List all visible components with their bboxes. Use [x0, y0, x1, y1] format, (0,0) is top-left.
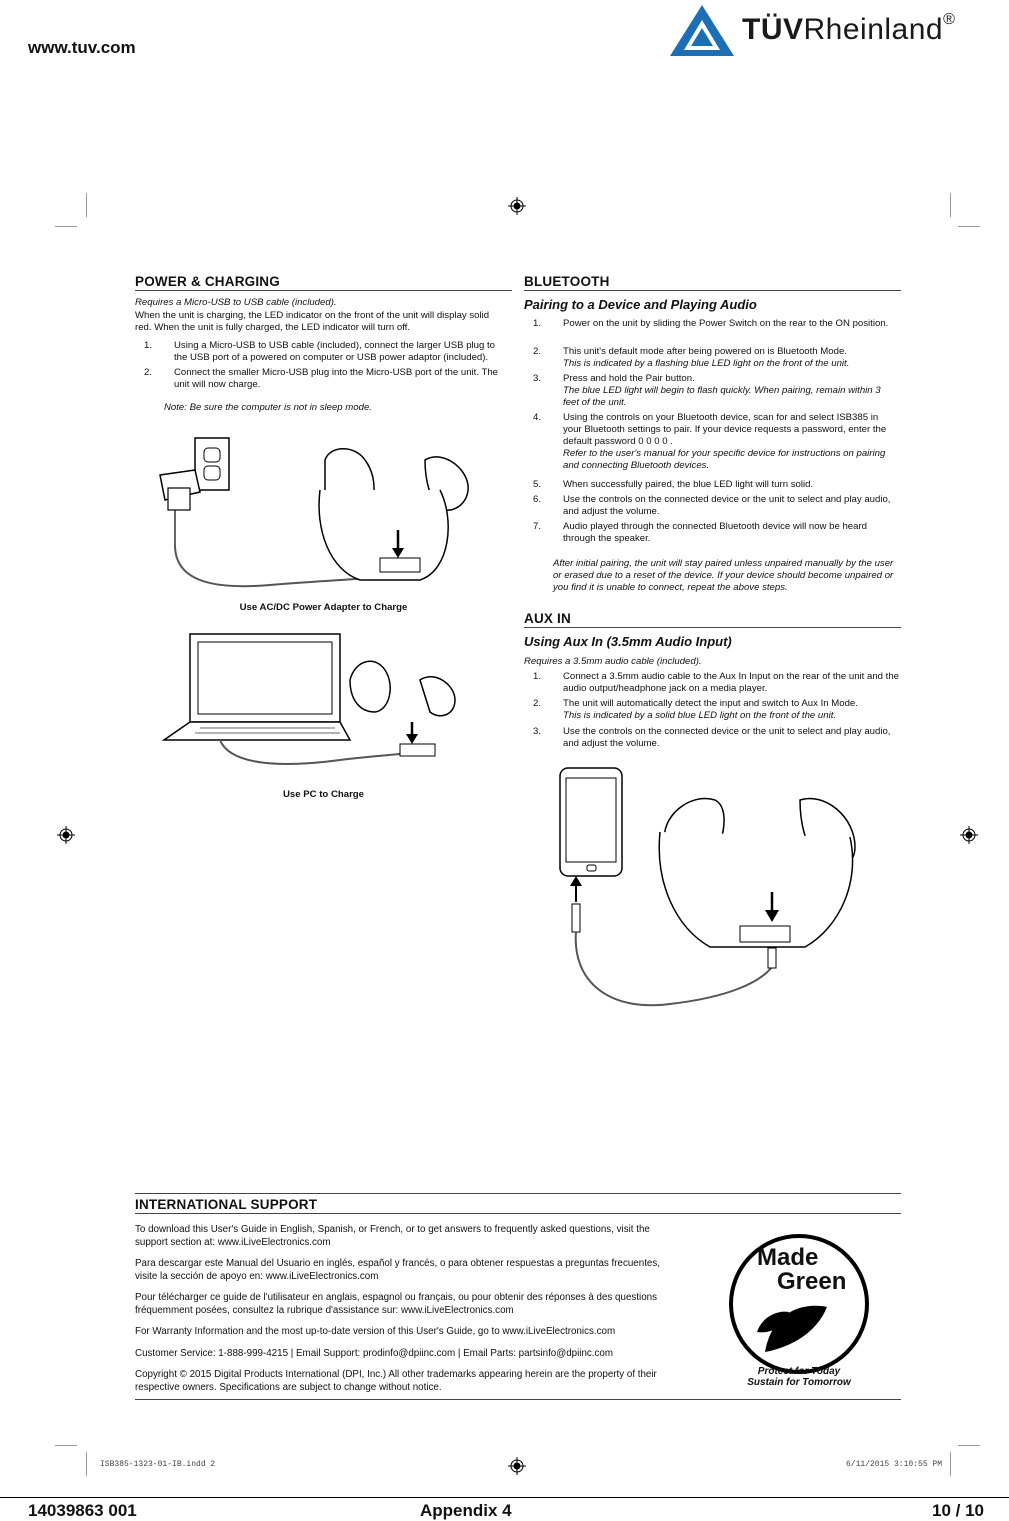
divider	[135, 290, 512, 291]
print-file-name: ISB385-1323-01-IB.indd 2	[100, 1460, 216, 1469]
bluetooth-after-note: After initial pairing, the unit will stay paired unless unpaired manually by the user or erased due to a reset of the device. If your device should become unpaired or you find it is unable to connect, repeat the above steps.	[553, 558, 894, 593]
divider	[135, 1193, 901, 1194]
support-english: To download this User's Guide in English, Spanish, or French, or to get answers to frequently asked questions, visit the support section at: www.iLiveElectronics.com	[135, 1224, 650, 1248]
crop-mark	[950, 193, 951, 217]
header-url: www.tuv.com	[28, 38, 136, 57]
adapter-charge-illustration	[150, 430, 490, 600]
registration-icon	[508, 197, 526, 215]
crop-mark	[86, 1452, 87, 1476]
list-item: 2. The unit will automatically detect the input and switch to Aux In Mode. This is indicated by a solid blue LED light on the front of the unit.	[533, 698, 858, 721]
caption-adapter: Use AC/DC Power Adapter to Charge	[239, 602, 408, 613]
list-item: 5. When successfully paired, the blue LED light will turn solid.	[533, 479, 814, 490]
registration-icon	[57, 826, 75, 844]
crop-mark	[958, 1445, 980, 1446]
list-item: 1. Power on the unit by sliding the Power Switch on the rear to the ON position.	[533, 318, 889, 329]
power-section-title: POWER & CHARGING	[135, 274, 280, 289]
list-item: 2. Connect the smaller Micro-USB plug into the Micro-USB port of the unit. The unit will now charge.	[144, 367, 499, 390]
power-requires: Requires a Micro-USB to USB cable (included).	[135, 297, 337, 308]
list-item: 3. Press and hold the Pair button. The blue LED light will begin to flash quickly. When pairing, remain within 3 feet of the unit.	[533, 373, 881, 408]
tuv-triangle-icon	[668, 2, 736, 58]
support-copyright: Copyright © 2015 Digital Products International (DPI, Inc.) All other trademarks appearing herein are the property of their respective owners. Specifications are subject to change without notice.	[135, 1369, 657, 1393]
divider	[135, 1399, 901, 1400]
aux-section-title: AUX IN	[524, 611, 571, 626]
support-warranty: For Warranty Information and the most up-to-date version of this User's Guide, go to www.iLiveElectronics.com	[135, 1326, 616, 1337]
tuv-logo-text: TÜVRheinland®	[742, 11, 956, 46]
crop-mark	[86, 193, 87, 217]
crop-mark	[958, 226, 980, 227]
badge-tagline: Protect for Today Sustain for Tomorrow	[747, 1366, 851, 1388]
aux-requires: Requires a 3.5mm audio cable (included).	[524, 656, 702, 667]
crop-mark	[55, 226, 77, 227]
made-green-badge	[727, 1232, 871, 1376]
list-item: 4. Using the controls on your Bluetooth device, scan for and select ISB385 in your Bluetooth settings to pair. If your device requests a password, enter the default password 0 0 0 0 . Refer to the user's manual for your specific device for instructions on pairing and connecting Bluetooth devices.	[533, 412, 887, 471]
list-item: 6. Use the controls on the connected device or the unit to select and play audio, and adjust the volume.	[533, 494, 891, 517]
aux-in-illustration	[550, 762, 880, 1012]
footer-page-number: 10 / 10	[932, 1501, 984, 1520]
badge-green: Green	[777, 1268, 847, 1295]
footer-divider	[0, 1497, 1009, 1498]
divider	[524, 627, 901, 628]
power-note: Note: Be sure the computer is not in sleep mode.	[164, 402, 372, 413]
list-item: 7. Audio played through the connected Bluetooth device will now be heard through the speaker.	[533, 521, 868, 544]
power-intro: When the unit is charging, the LED indicator on the front of the unit will display solid red. When the unit is fully charged, the LED indicator will turn off.	[135, 310, 490, 333]
badge-made: Made	[757, 1244, 819, 1271]
list-item: 3. Use the controls on the connected device or the unit to select and play audio, and adjust the volume.	[533, 726, 891, 749]
bluetooth-section-title: BLUETOOTH	[524, 274, 610, 289]
support-spanish: Para descargar este Manual del Usuario en inglés, español y francés, o para obtener respuestas a preguntas frecuentes, visite la sección de apoyo en: www.iLiveElectronics.com	[135, 1258, 660, 1282]
caption-pc: Use PC to Charge	[282, 789, 365, 800]
bluetooth-subtitle: Pairing to a Device and Playing Audio	[524, 297, 757, 312]
pc-charge-illustration	[160, 630, 460, 780]
crop-mark	[950, 1452, 951, 1476]
footer-appendix: Appendix 4	[420, 1501, 512, 1520]
list-item: 1. Connect a 3.5mm audio cable to the Aux In Input on the rear of the unit and the audio output/headphone jack on a media player.	[533, 671, 900, 694]
list-item: 2. This unit's default mode after being powered on is Bluetooth Mode. This is indicated by a flashing blue LED light on the front of the unit.	[533, 346, 850, 369]
crop-mark	[55, 1445, 77, 1446]
support-contacts: Customer Service: 1-888-999-4215 | Email Support: prodinfo@dpiinc.com | Email Parts: partsinfo@dpiinc.com	[135, 1347, 614, 1359]
divider	[135, 1213, 901, 1214]
list-item: 1. Using a Micro-USB to USB cable (included), connect the larger USB plug to the USB port of a powered on computer or USB power adaptor (included).	[144, 340, 496, 363]
registration-icon	[508, 1457, 526, 1475]
footer-doc-number: 14039863 001	[28, 1501, 137, 1520]
support-text-block	[135, 1224, 685, 1403]
divider	[524, 290, 901, 291]
print-date: 6/11/2015 3:10:55 PM	[846, 1460, 943, 1469]
tuv-logo	[668, 2, 955, 58]
aux-subtitle: Using Aux In (3.5mm Audio Input)	[524, 634, 732, 649]
registration-icon	[960, 826, 978, 844]
support-section-title: INTERNATIONAL SUPPORT	[135, 1197, 318, 1212]
support-french: Pour télécharger ce guide de l'utilisateur en anglais, espagnol ou français, ou pour obtenir des réponses à des questions fréquemment posées, consultez la rubrique d'assistance sur: www.iLiveElectronics.com	[135, 1292, 657, 1316]
